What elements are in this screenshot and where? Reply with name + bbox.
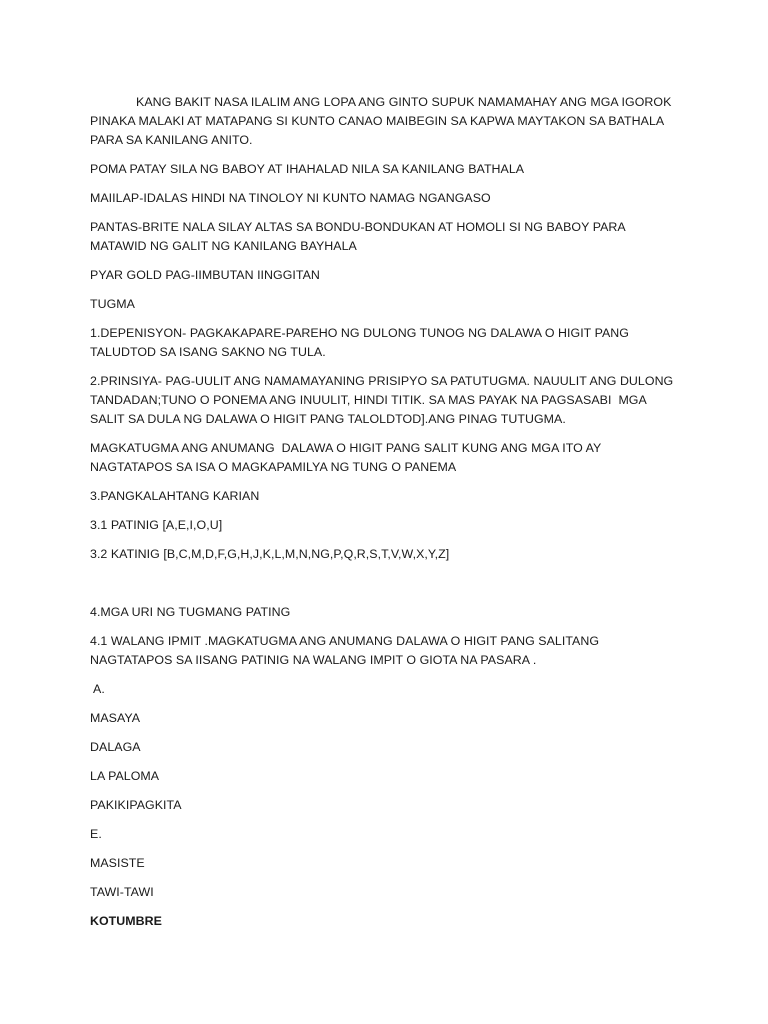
list-item-tawi-tawi: TAWI-TAWI	[90, 885, 154, 899]
paragraph-depenisyon: 1.DEPENISYON- PAGKAKAPARE-PAREHO NG DULONG TUNOG NG DALAWA O HIGIT PANG TALUDTOD SA ISANG SAKNO NG TULA.	[90, 326, 633, 359]
paragraph-maiilap: MAIILAP-IDALAS HINDI NA TINOLOY NI KUNTO NAMAG NGANGASO	[90, 191, 491, 205]
paragraph-pantas-brite: PANTAS-BRITE NALA SILAY ALTAS SA BONDU-BONDUKAN AT HOMOLI SI NG BABOY PARA MATAWID NG GALIT NG KANILANG BAYHALA	[90, 220, 629, 253]
list-item-la-paloma: LA PALOMA	[90, 769, 160, 783]
paragraph-magkatugma: MAGKATUGMA ANG ANUMANG DALAWA O HIGIT PANG SALIT KUNG ANG MGA ITO AY NAGTATAPOS SA ISA O MAGKAPAMILYA NG TUNG O PANEMA	[90, 441, 605, 474]
list-item-masaya: MASAYA	[90, 711, 141, 725]
section-heading-tugma: TUGMA	[90, 297, 135, 311]
paragraph-katinig: 3.2 KATINIG [B,C,M,D,F,G,H,J,K,L,M,N,NG,P,Q,R,S,T,V,W,X,Y,Z]	[90, 547, 450, 561]
paragraph-mga-uri: 4.MGA URI NG TUGMANG PATING	[90, 605, 291, 619]
paragraph-intro: KANG BAKIT NASA ILALIM ANG LOPA ANG GINTO SUPUK NAMAMAHAY ANG MGA IGOROK PINAKA MALAKI AT MATAPANG SI KUNTO CANAO MAIBEGIN SA KAPWA MAYTAKON SA BATHALA PARA SA KANILANG ANITO.	[90, 95, 675, 147]
list-label-e: E.	[90, 827, 102, 841]
paragraph-patinig: 3.1 PATINIG [A,E,I,O,U]	[90, 518, 223, 532]
paragraph-pangkalahtang-karian: 3.PANGKALAHTANG KARIAN	[90, 489, 260, 503]
paragraph-walang-ipmit: 4.1 WALANG IPMIT .MAGKATUGMA ANG ANUMANG DALAWA O HIGIT PANG SALITANG NAGTATAPOS SA IISANG PATINIG NA WALANG IMPIT O GIOTA NA PASARA .	[90, 634, 603, 667]
paragraph-poma-patay: POMA PATAY SILA NG BABOY AT IHAHALAD NILA SA KANILANG BATHALA	[90, 162, 525, 176]
list-item-dalaga: DALAGA	[90, 740, 141, 754]
blank-line	[90, 574, 680, 603]
document-body	[90, 93, 680, 941]
list-item-kotumbre: KOTUMBRE	[90, 914, 162, 928]
list-item-pakikipagkita: PAKIKIPAGKITA	[90, 798, 182, 812]
list-item-masiste: MASISTE	[90, 856, 145, 870]
paragraph-pyar-gold: PYAR GOLD PAG-IIMBUTAN IINGGITAN	[90, 268, 320, 282]
paragraph-prinsiya: 2.PRINSIYA- PAG-UULIT ANG NAMAMAYANING PRISIPYO SA PATUTUGMA. NAUULIT ANG DULONG TANDADAN;TUNO O PONEMA ANG INUULIT, HINDI TITIK. SA MAS PAYAK NA PAGSASABI MGA SALIT SA DULA NG DALAWA O HIGIT PANG TALOLDTOD].ANG PINAG TUTUGMA.	[90, 374, 677, 426]
list-label-a: A.	[93, 682, 105, 696]
